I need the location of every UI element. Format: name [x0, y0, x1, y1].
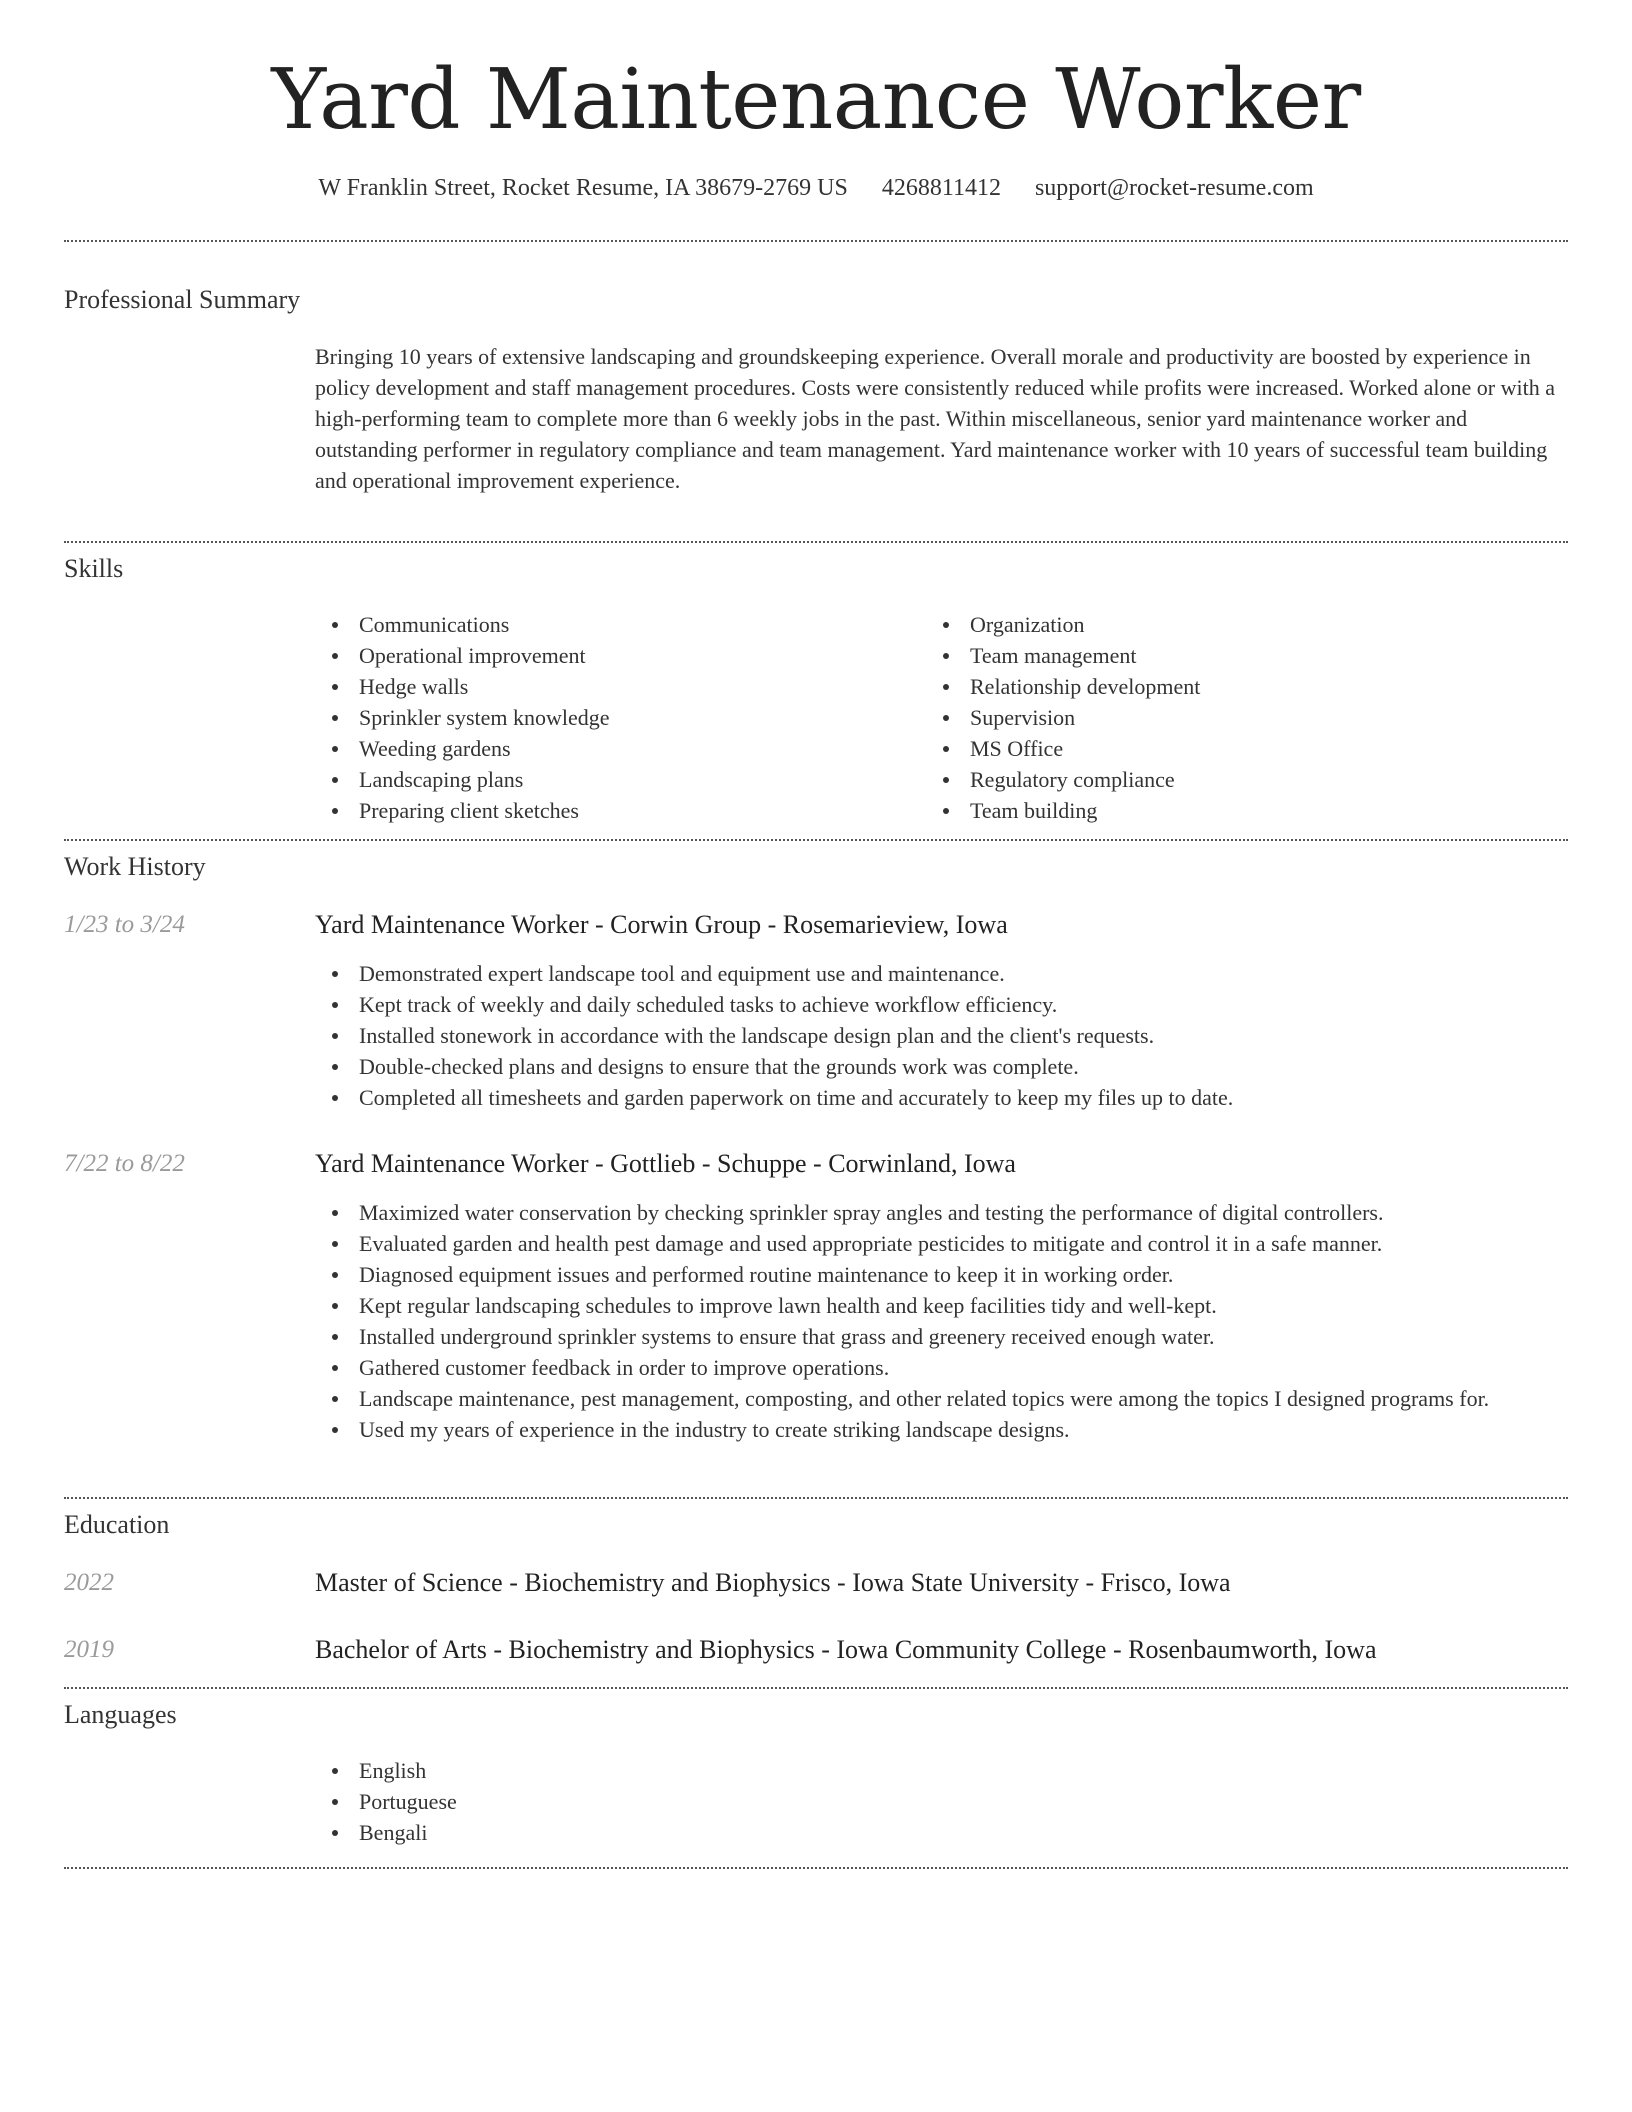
skill-item: Supervision [926, 702, 1526, 733]
work-history-heading: Work History [64, 852, 206, 881]
job-bullets [315, 958, 1575, 1113]
summary-heading: Professional Summary [64, 285, 301, 314]
job-bullet: Kept track of weekly and daily scheduled tasks to achieve workflow efficiency. [315, 989, 1575, 1020]
job-bullet: Installed stonework in accordance with the landscape design plan and the client's requests. [315, 1020, 1575, 1051]
divider [64, 541, 1568, 543]
divider [64, 1867, 1568, 1869]
language-item: Bengali [315, 1817, 915, 1848]
skills-heading: Skills [64, 554, 124, 583]
skill-item: Landscaping plans [315, 764, 915, 795]
education-year: 2022 [64, 1569, 114, 1596]
job-bullets [315, 1197, 1575, 1445]
skill-item: Communications [315, 609, 915, 640]
skill-item: Relationship development [926, 671, 1526, 702]
languages-heading: Languages [64, 1700, 177, 1729]
job-bullet: Double-checked plans and designs to ensure that the grounds work was complete. [315, 1051, 1575, 1082]
education-heading-line: Bachelor of Arts - Biochemistry and Biophysics - Iowa Community College - Rosenbaumworth, Iowa [315, 1635, 1377, 1664]
skill-item: Sprinkler system knowledge [315, 702, 915, 733]
job-bullet: Demonstrated expert landscape tool and equipment use and maintenance. [315, 958, 1575, 989]
resume-name: Yard Maintenance Worker [271, 51, 1361, 148]
job-bullet: Used my years of experience in the industry to create striking landscape designs. [315, 1414, 1575, 1445]
skills-list-left [315, 609, 915, 826]
job-bullet: Gathered customer feedback in order to improve operations. [315, 1352, 1575, 1383]
job-heading: Yard Maintenance Worker - Gottlieb - Schuppe - Corwinland, Iowa [315, 1149, 1016, 1178]
job-bullet: Installed underground sprinkler systems to ensure that grass and greenery received enough water. [315, 1321, 1575, 1352]
contact-phone: 4268811412 [881, 175, 1001, 201]
job-bullet: Diagnosed equipment issues and performed routine maintenance to keep it in working order. [315, 1259, 1575, 1290]
divider [64, 1497, 1568, 1499]
education-year: 2019 [64, 1636, 114, 1663]
contact-line [0, 172, 1632, 204]
job-bullet: Kept regular landscaping schedules to improve lawn health and keep facilities tidy and well-kept. [315, 1290, 1575, 1321]
skill-item: Operational improvement [315, 640, 915, 671]
job-dates: 7/22 to 8/22 [64, 1150, 185, 1177]
divider [64, 1687, 1568, 1689]
skill-item: Team building [926, 795, 1526, 826]
language-item: English [315, 1755, 915, 1786]
skill-item: Regulatory compliance [926, 764, 1526, 795]
language-item: Portuguese [315, 1786, 915, 1817]
contact-address: W Franklin Street, Rocket Resume, IA 38679-2769 US [318, 175, 848, 201]
skill-item: Hedge walls [315, 671, 915, 702]
education-heading: Education [64, 1510, 170, 1539]
contact-email: support@rocket-resume.com [1034, 175, 1314, 201]
education-heading-line: Master of Science - Biochemistry and Biophysics - Iowa State University - Frisco, Iowa [315, 1568, 1231, 1597]
skill-item: Preparing client sketches [315, 795, 915, 826]
languages-list [315, 1755, 915, 1848]
job-heading: Yard Maintenance Worker - Corwin Group - Rosemarieview, Iowa [315, 910, 1008, 939]
summary-text: Bringing 10 years of extensive landscaping and groundskeeping experience. Overall morale and productivity are boosted by experience in policy development and staff management procedures. Costs were consistently reduced while profits were increased. Worked alone or with a high-performing team to complete more than 6 weekly jobs in the past. Within miscellaneous, senior yard maintenance worker and outstanding performer in regulatory compliance and team management. Yard maintenance worker with 10 years of successful team building and operational improvement experience. [315, 344, 1556, 493]
divider [64, 839, 1568, 841]
job-bullet: Completed all timesheets and garden paperwork on time and accurately to keep my files up to date. [315, 1082, 1575, 1113]
job-dates: 1/23 to 3/24 [64, 911, 185, 938]
skill-item: Organization [926, 609, 1526, 640]
job-bullet: Maximized water conservation by checking sprinkler spray angles and testing the performance of digital controllers. [315, 1197, 1575, 1228]
job-bullet: Landscape maintenance, pest management, composting, and other related topics were among the topics I designed programs for. [315, 1383, 1575, 1414]
skill-item: Weeding gardens [315, 733, 915, 764]
skill-item: MS Office [926, 733, 1526, 764]
job-bullet: Evaluated garden and health pest damage and used appropriate pesticides to mitigate and control it in a safe manner. [315, 1228, 1575, 1259]
skill-item: Team management [926, 640, 1526, 671]
skills-list-right [926, 609, 1526, 826]
divider [64, 240, 1568, 242]
